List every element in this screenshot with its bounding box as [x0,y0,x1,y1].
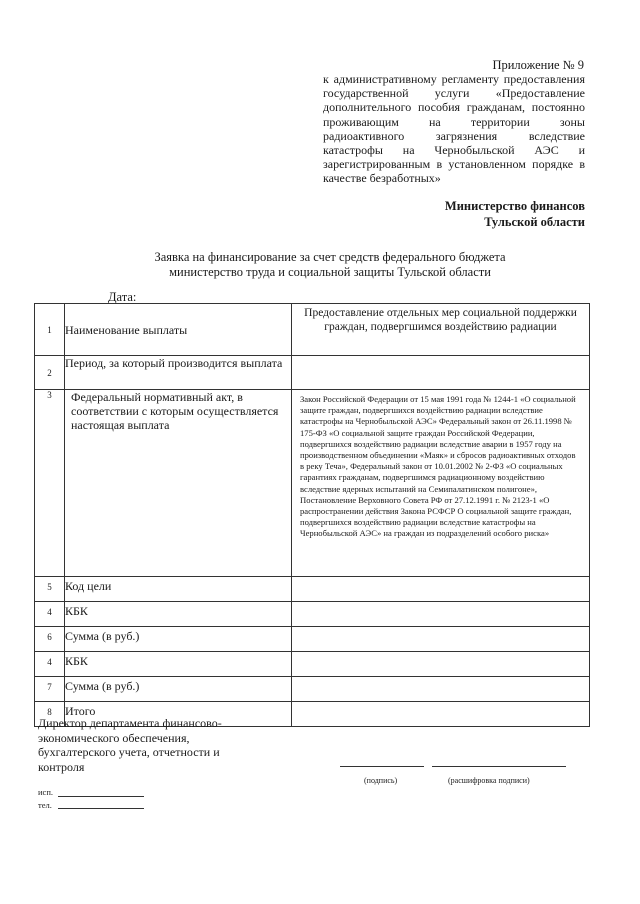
phone-line [58,808,144,809]
row-value [292,652,590,677]
row-name: Код цели [65,577,292,602]
executor-line [58,796,144,797]
date-label: Дата: [108,290,137,304]
row-name: Федеральный нормативный акт, в соответствии с которым осуществляется настоящая выплата [65,390,292,577]
ministry-block [380,198,585,230]
row-number: 4 [35,652,65,677]
table-row [35,602,590,627]
row-number: 8 [35,702,65,727]
row-name: Сумма (в руб.) [65,627,292,652]
row-number: 3 [35,390,65,577]
row-name: Наименование выплаты [65,304,292,356]
appendix-body: к административному регламенту предоставления государственной услуги «Предоставление дополнительного пособия гражданам, постоянно проживающим на территории зоны радиоактивного загрязнения вследствие катастрофы на Чернобыльской АЭС и зарегистрированным в установленном порядке в качестве безработных» [323,72,585,186]
row-number: 5 [35,577,65,602]
row-value [292,627,590,652]
row-value [292,702,590,727]
appendix-title: Приложение № 9 [492,58,584,72]
row-value: Предоставление отдельных мер социальной поддержки граждан, подвергшимся воздействию радиации [292,304,590,356]
executor-label: исп. [38,787,53,797]
row-value: Закон Российской Федерации от 15 мая 1991 года № 1244-1 «О социальной защите граждан, подвергшихся воздействию радиации вследствие катастрофы на Чернобыльской АЭС» Федеральный закон от 26.11.1998 № 175-ФЗ «О социальной защите граждан Российской Федерации, подвергшихся воздействию радиации вследствие аварии в 1957 году на производственном объединении «Маяк» и сбросов радиоактивных отходов в реку Теча», Федеральный закон от 10.01.2002 № 2-ФЗ «О социальных гарантиях гражданам, подвергшимся радиационному воздействию вследствие ядерных испытаний на Семипалатинском полигоне», Постановление Верховного Совета РФ от 27.12.1991 г. № 2123-1 «О распространении действия Закона РСФСР О социальной защите граждан, подвергшихся воздействию радиации вследствие катастрофы на Чернобыльской АЭС» на граждан из подразделений особого риска» [292,390,590,577]
signature-line [340,766,424,767]
row-number: 4 [35,602,65,627]
table-row [35,652,590,677]
table-row [35,390,590,577]
table-row [35,356,590,390]
row-number: 7 [35,677,65,702]
table-row [35,627,590,652]
request-title-line-1: Заявка на финансирование за счет средств федерального бюджета [154,250,506,264]
row-value [292,677,590,702]
row-value [292,356,590,390]
table-row [35,677,590,702]
ministry-line-2: Тульской области [484,215,585,229]
row-number: 1 [35,304,65,356]
signature-decoding-line [432,766,566,767]
row-number: 2 [35,356,65,390]
row-name: КБК [65,652,292,677]
table-row [35,577,590,602]
signature-decoding-caption: (расшифровка подписи) [448,776,530,785]
request-title [130,250,530,279]
row-name: Итого [65,702,292,727]
director-title: Директор департамента финансово-экономического обеспечения, бухгалтерского учета, отчетности и контроля [38,716,222,774]
row-name: Сумма (в руб.) [65,677,292,702]
row-name: КБК [65,602,292,627]
phone-label: тел. [38,800,52,810]
table-row [35,304,590,356]
row-value [292,602,590,627]
request-table [34,303,590,727]
request-title-line-2: министерство труда и социальной защиты Тульской области [169,264,491,279]
row-value [292,577,590,602]
signature-caption: (подпись) [364,776,398,785]
row-name: Период, за который производится выплата [65,356,292,390]
ministry-line-1: Министерство финансов [444,199,585,213]
row-number: 6 [35,627,65,652]
